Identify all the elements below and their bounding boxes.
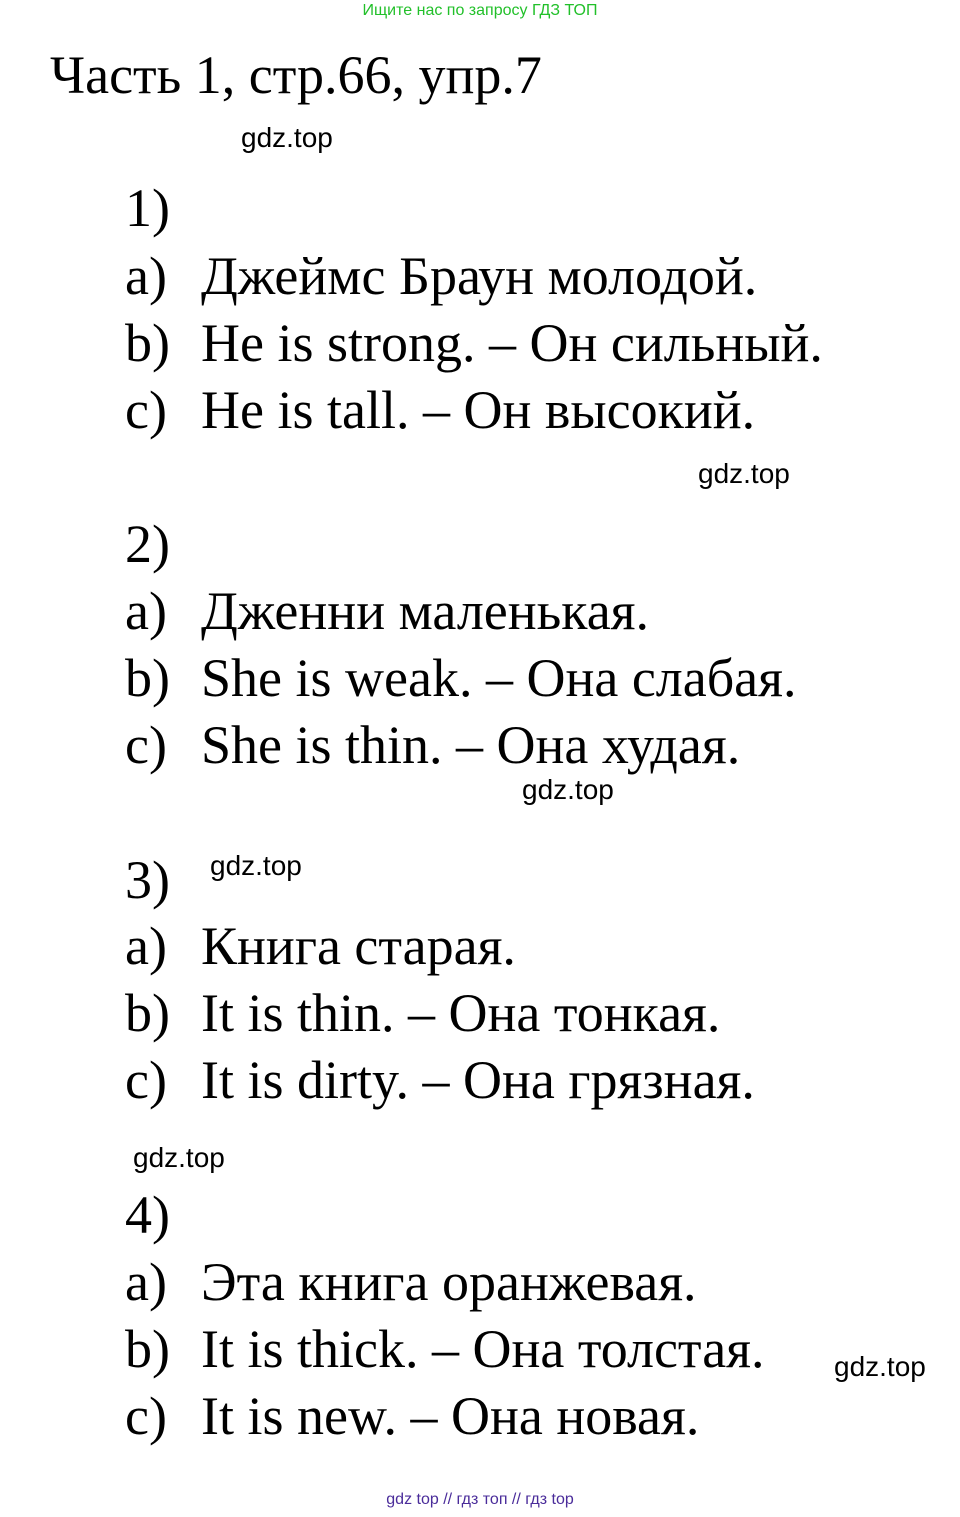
answer-label: b) — [125, 983, 170, 1043]
section-number: 2) — [125, 514, 170, 574]
answer-text: It is dirty. – Она грязная. — [201, 1050, 755, 1110]
watermark: gdz.top — [241, 122, 333, 153]
answer-text: It is thin. – Она тонкая. — [201, 983, 721, 1043]
answer-text: She is thin. – Она худая. — [201, 715, 741, 775]
answer-line — [125, 712, 740, 778]
answer-label: a) — [125, 581, 167, 641]
watermark: gdz.top — [210, 850, 302, 881]
page-title: Часть 1, стр.66, упр.7 — [50, 45, 542, 105]
watermark: gdz.top — [698, 458, 790, 489]
section-number: 3) — [125, 850, 170, 910]
answer-label: c) — [125, 380, 167, 440]
answer-line — [125, 1316, 765, 1382]
answer-text: Джеймс Браун молодой. — [201, 246, 758, 306]
search-banner: Ищите нас по запросу ГДЗ ТОП — [362, 2, 598, 19]
watermark: gdz.top — [522, 774, 614, 805]
answer-text: It is thick. – Она толстая. — [201, 1319, 765, 1379]
answer-label: c) — [125, 1386, 167, 1446]
answer-label: c) — [125, 715, 167, 775]
watermark: gdz.top — [834, 1351, 926, 1382]
answer-text: Книга старая. — [201, 916, 516, 976]
answer-text: It is new. – Она новая. — [201, 1386, 700, 1446]
watermark: gdz.top — [133, 1142, 225, 1173]
answer-label: a) — [125, 246, 167, 306]
answer-text: Дженни маленькая. — [201, 581, 650, 641]
answer-label: b) — [125, 648, 170, 708]
answer-line — [125, 243, 757, 309]
answer-text: He is strong. – Он сильный. — [201, 313, 823, 373]
answer-text: Эта книга оранжевая. — [201, 1252, 697, 1312]
answer-label: a) — [125, 916, 167, 976]
footer-watermark: gdz top // гдз топ // гдз top — [386, 1491, 574, 1508]
answer-label: a) — [125, 1252, 167, 1312]
answer-text: She is weak. – Она слабая. — [201, 648, 797, 708]
answer-line — [125, 578, 649, 644]
answer-line — [125, 1047, 755, 1113]
answer-line — [125, 645, 796, 711]
answer-text: He is tall. – Он высокий. — [201, 380, 756, 440]
answer-label: b) — [125, 1319, 170, 1379]
section-number: 4) — [125, 1185, 170, 1245]
answer-line — [125, 913, 516, 979]
answer-line — [125, 1249, 697, 1315]
answer-line — [125, 980, 720, 1046]
section-number: 1) — [125, 178, 170, 238]
answer-line — [125, 377, 755, 443]
answer-label: b) — [125, 313, 170, 373]
answer-line — [125, 1383, 699, 1449]
answer-label: c) — [125, 1050, 167, 1110]
answer-line — [125, 310, 823, 376]
